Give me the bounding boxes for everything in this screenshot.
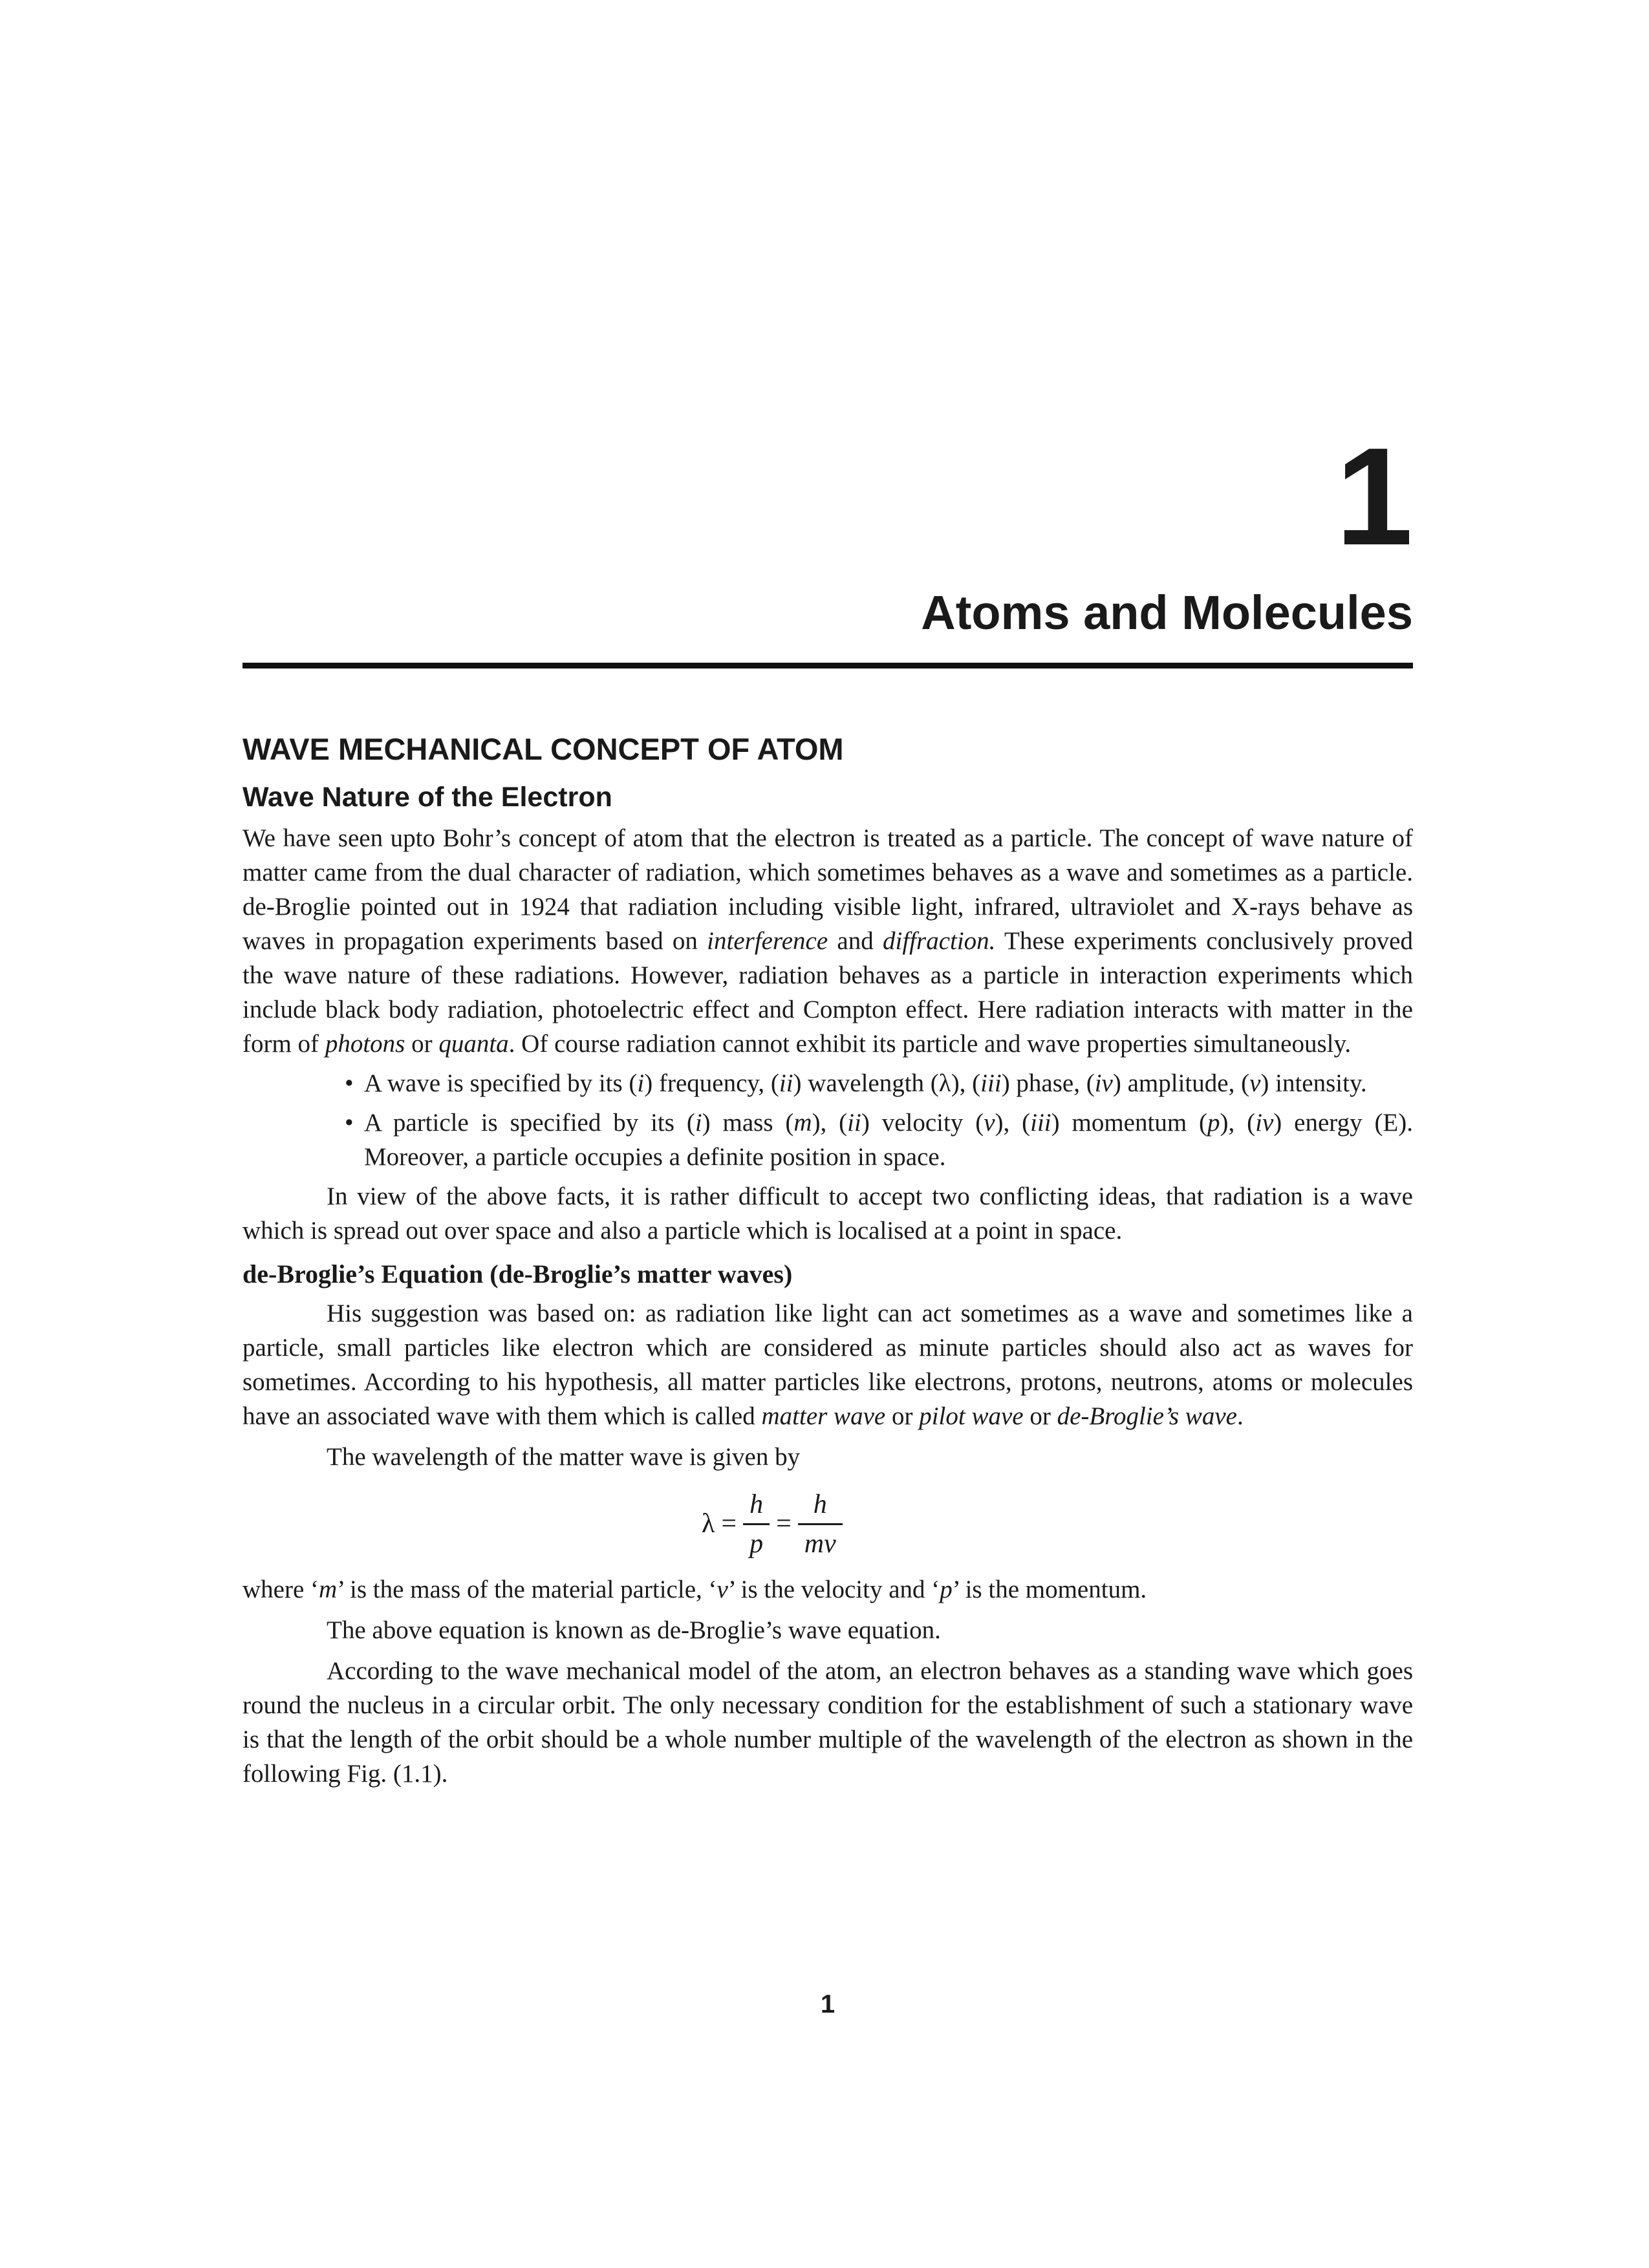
fraction-h-over-p xyxy=(743,1486,770,1563)
fraction-numerator: h xyxy=(813,1489,827,1519)
where-line: where ‘m’ is the mass of the material particle, ‘v’ is the velocity and ‘p’ is the momentum. xyxy=(242,1576,1147,1603)
suggestion-paragraph: His suggestion was based on: as radiation like light can act sometimes as a wave and sometimes like a particle, small particles like electron which are considered as minute particles should also act as waves for sometimes. According to his hypothesis, all matter particles like electrons, protons, neutrons, atoms or molecules have an associated wave with them which is called matter wave or pilot wave or de-Broglie’s wave. xyxy=(242,1300,1413,1430)
properties-list xyxy=(242,1066,1413,1174)
bullet-icon: • xyxy=(345,1069,354,1097)
equation-note: The above equation is known as de-Broglie’s wave equation. xyxy=(327,1616,941,1644)
chapter-number: 1 xyxy=(1335,418,1413,574)
list-item-particle: • A particle is specified by its (i) mass (m), (ii) velocity (v), (iii) momentum (p), (iv) energy (E). Moreover, a particle occupies a definite position in space. xyxy=(242,1106,1413,1174)
debroglie-formula xyxy=(242,1479,1413,1568)
intro-paragraph: We have seen upto Bohr’s concept of atom that the electron is treated as a particle. The concept of wave nature of matter came from the dual character of radiation, which sometimes behaves as a wave and sometimes as a particle. de-Broglie pointed out in 1924 that radiation including visible light, infrared, ultraviolet and X-rays behave as waves in propagation experiments based on interference and diffraction. These experiments conclusively proved the wave nature of these radiations. However, radiation behaves as a particle in interaction experiments which include black body radiation, photoelectric effect and Compton effect. Here radiation interacts with matter in the form of photons or quanta. Of course radiation cannot exhibit its particle and wave properties simultaneously. xyxy=(242,824,1413,1058)
fraction-h-over-mv xyxy=(798,1486,843,1563)
body-text xyxy=(242,725,1413,1791)
list-item-wave: • A wave is specified by its (i) frequency, (ii) wavelength (λ), (iii) phase, (iv) amplitude, (v) intensity. xyxy=(242,1066,1413,1100)
subsection-heading: Wave Nature of the Electron xyxy=(242,782,612,813)
section-heading: WAVE MECHANICAL CONCEPT OF ATOM xyxy=(242,732,844,766)
fraction-numerator: h xyxy=(749,1489,764,1519)
chapter-divider xyxy=(242,663,1413,669)
formula-equals: = xyxy=(721,1508,737,1539)
view-paragraph: In view of the above facts, it is rather difficult to accept two conflicting ideas, that radiation is a wave which is spread out over space and also a particle which is localised at a point in space. xyxy=(242,1182,1413,1245)
formula-lambda: λ xyxy=(702,1508,715,1539)
debroglie-heading: de-Broglie’s Equation (de-Broglie’s matter waves) xyxy=(242,1259,793,1289)
page-number: 1 xyxy=(820,1990,835,2018)
fraction-denominator: mv xyxy=(804,1528,836,1559)
model-paragraph: According to the wave mechanical model of the atom, an electron behaves as a standing wave which goes round the nucleus in a circular orbit. The only necessary condition for the establishment of such a stationary wave is that the length of the orbit should be a whole number multiple of the wavelength of the electron as shown in the following Fig. (1.1). xyxy=(242,1657,1413,1788)
fraction-denominator: p xyxy=(749,1528,764,1559)
bullet-icon: • xyxy=(345,1109,354,1137)
page-content xyxy=(242,0,1413,2268)
wavelength-intro: The wavelength of the matter wave is given by xyxy=(327,1443,801,1471)
formula-equals: = xyxy=(776,1508,792,1539)
chapter-title: Atoms and Molecules xyxy=(921,586,1413,639)
